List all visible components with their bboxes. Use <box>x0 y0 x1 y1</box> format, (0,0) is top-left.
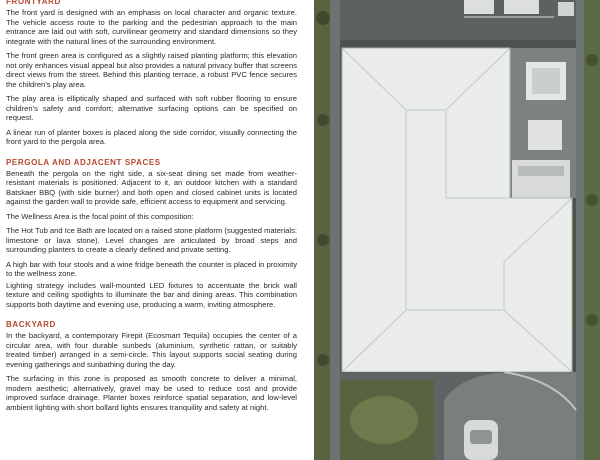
pergola-paragraph-1: Beneath the pergola on the right side, a six-seat dining set made from weather-resistant materials is positioned. Adjacent to it, an outdoor kitchen with a standard Batskaer BBQ (with side burner) and both open and closed cabinet units is located against the garden wall to provide safe, efficient access to equipment and servicing. <box>6 168 297 206</box>
top-sunbed-2 <box>504 0 539 14</box>
top-rail <box>464 16 554 18</box>
tree-icon <box>316 11 330 25</box>
tree-icon <box>317 354 329 366</box>
tree-icon <box>586 314 598 326</box>
tree-icon <box>317 114 329 126</box>
page-gutter <box>300 0 314 460</box>
site-plan-drawing <box>314 0 600 460</box>
frontyard-paragraph-3: The play area is elliptically shaped and surfaced with soft rubber flooring to ensure children’s safety and comfort; alternative surfacing options can be specified on request. <box>6 94 297 122</box>
tree-icon <box>586 54 598 66</box>
driveway <box>444 372 576 460</box>
pergola-paragraph-2: The Wellness Area is the focal point of this composition: <box>6 211 194 221</box>
right-grass-strip <box>584 0 600 460</box>
section-heading-pergola: PERGOLA AND ADJACENT SPACES <box>6 157 161 167</box>
site-plan-image <box>314 0 600 460</box>
backyard-paragraph-2: The surfacing in this zone is proposed as smooth concrete to deliver a minimal, modern aesthetic; alternatively, gravel may be used to reduce cost and provide improved surface drainage. Planter boxes reinforce spatial separation, and low-level ambient lighting with short bollard lights ensures tranquility and safety at night. <box>6 374 297 412</box>
left-grass-strip <box>314 0 330 460</box>
pergola-paragraph-3: The Hot Tub and Ice Bath are located on a raised stone platform (suggested materials: limestone or lava stone). Level changes are articulated by broad steps and surrounding planters to create a clearly defined and private setting. <box>6 226 297 254</box>
left-paving <box>330 0 340 460</box>
hot-tub-water <box>532 68 560 94</box>
play-area <box>350 396 418 444</box>
tree-icon <box>586 194 598 206</box>
tree-icon <box>317 234 329 246</box>
car-windshield <box>470 430 492 444</box>
kitchen-counter <box>518 166 564 176</box>
section-heading-backyard: BACKYARD <box>6 320 56 329</box>
frontyard-paragraph-2: The front green area is configured as a slightly raised planting platform; this elevation not only enhances visual appeal but also provides a natural privacy buffer that screens direct views from the street. Behind this planting terrace, a robust PVC fence secures the children’s play area. <box>6 51 297 89</box>
frontyard-paragraph-1: The front yard is designed with an emphasis on local character and organic texture. The vehicle access route to the parking and the pedestrian approach to the main entrance are laid out with soft, curvilinear geometry and standard dimensions so they integrate with the natural lines of the surrounding environment. <box>6 8 297 46</box>
right-paving <box>576 0 584 460</box>
frontyard-paragraph-4: A linear run of planter boxes is placed along the side corridor, visually connecting the front yard to the pergola area. <box>6 127 297 146</box>
pergola-paragraph-5: Lighting strategy includes wall-mounted LED fixtures to accentuate the brick wall texture and ceiling spotlights to illuminate the bar and dining areas. This combination supports both daytime and evening use, producing a warm, inviting atmosphere. <box>6 280 297 309</box>
pergola-paragraph-4: A high bar with four stools and a wine fridge beneath the counter is placed in proximity to the wellness zone. <box>6 259 297 278</box>
section-heading-frontyard: FRONTYARD <box>6 0 61 6</box>
top-deck <box>340 0 576 40</box>
top-sunbed-1 <box>464 0 494 14</box>
backyard-paragraph-1: In the backyard, a contemporary Firepit (Ecosmart Tequila) occupies the center of a circular area, with four durable sunbeds (aluminium, synthetic rattan, or suitably treated timber) arranged in a semi-circle. This layout supports social seating during evening gatherings and sunbathing during the day. <box>6 331 297 369</box>
top-box <box>558 2 574 16</box>
ice-bath <box>528 120 562 150</box>
